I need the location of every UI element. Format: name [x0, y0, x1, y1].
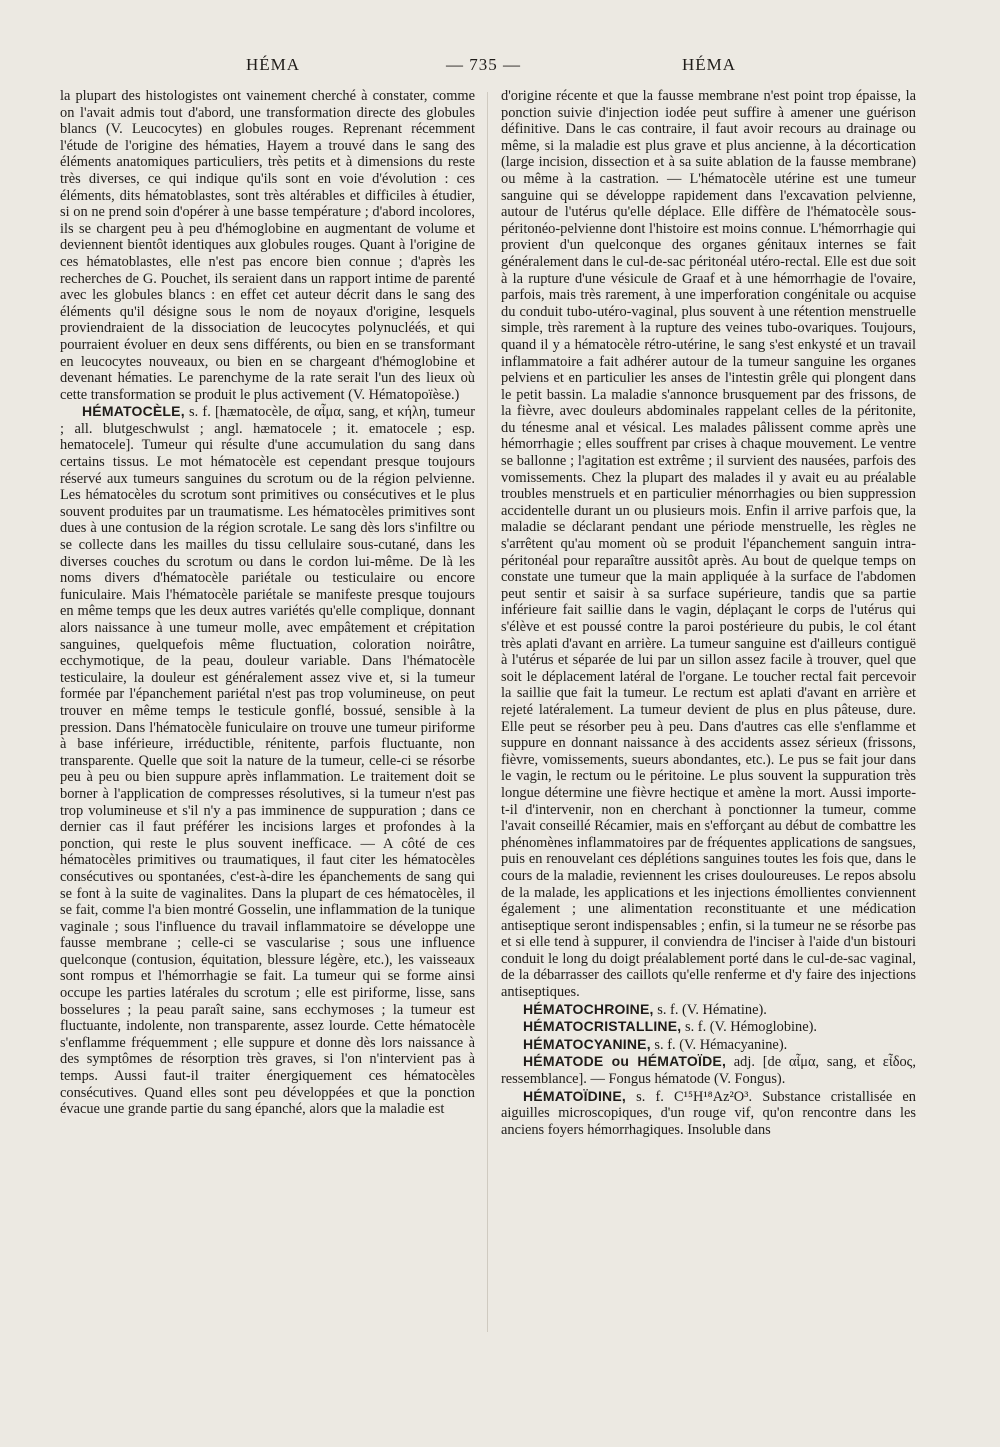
running-head-left: HÉMA — [246, 55, 301, 74]
entry-text: s. f. [hæmatocèle, de αἷμα, sang, et κήλη, tumeur ; all. blutgeschwulst ; angl. hæmatocele ; it. ematocele ; esp. hematocele]. Tumeur qui résulte d'une accumulation du sang dans certains tissus. Le mot hématocèle est cependant presque toujours réservé aux tumeurs sanguines du scrotum ou de la région pelvienne. Les hématocèles du scrotum sont primitives ou consécutives et le plus souvent produites par un traumatisme. Les hématocèles primitives sont dues à une contusion de la région scrotale. Le sang dès lors s'infiltre ou se collecte dans les mailles du tissu cellulaire sous-cutané, dans les diverses couches du scrotum ou dans le cordon lui-même. De là les noms divers d'hématocèle pariétale ou testiculaire ou encore funiculaire. Mais l'hématocèle pariétale se manifeste presque toujours en même temps que les deux autres variétés qu'elle complique, donnant alors naissance à une tumeur molle, avec empâtement et crépitation sanguines, quelquefois même fluctuation, coloration noirâtre, ecchymotique, de la peau, douleur variable. Dans l'hématocèle testiculaire, la douleur est généralement assez vive et, si la tumeur formée par l'épanchement pariétal n'est pas trop volumineuse, on peut trouver en même temps le testicule gonflé, bossué, sensible à la pression. Dans l'hématocèle funiculaire on trouve une tumeur piriforme à base inférieure, irréductible, rénitente, parfois fluctuante, non transparente. Quelle que soit la nature de la tumeur, celle-ci se résorbe peu à peu ou bien suppure après inflammation. Le traitement doit se borner à l'application de compresses résolutives, si la tumeur n'est pas trop volumineuse et s'il n'y a pas imminence de suppuration ; dans ce dernier cas il faut préférer les incisions larges et profondes à la ponction, qui reste le plus souvent inefficace. — A côté de ces hématocèles primitives ou traumatiques, il faut citer les hématocèles consécutives ou spontanées, c'est-à-dire les épanchements de sang qui se font à la suite de vaginalites. Dans la plupart de ces hématocèles, il se fait, comme l'a bien montré Gosselin, une inflammation de la tunique vaginale ; sous l'influence du travail inflammatoire se développe une fausse membrane ; celle-ci se vascularise ; sous une influence quelconque (contusion, équitation, blessure légère, etc.), les vaisseaux sont rompus et l'hémorrhagie se fait. La tumeur qui se forme ainsi occupe les parties latérales du scrotum ; elle est piriforme, lisse, sans bosselures ; la peau paraît saine, sans ecchymoses ; la tumeur est fluctuante, indolente, non transparente, assez lourde. Cette hématocèle s'enflamme fréquemment ; elle suppure et donne dès lors naissance à des symptômes de résorption très graves, si l'on n'intervient pas à temps. Aussi faut-il traiter énergiquement ces hématocèles consécutives. Quand elles sont peu développées et que la ponction évacue une grande partie du sang épanché, alors que la maladie est — [60, 404, 475, 1118]
dictionary-entry — [501, 1036, 916, 1054]
headword: HÉMATOCHROINE, — [523, 1000, 654, 1017]
paragraph: la plupart des histologistes ont vainement cherché à constater, comme on l'avait admis tout d'abord, une transformation directe des globules blancs (V. Leucocytes) en globules rouges. Reprenant récemment l'étude de l'origine des hématies, Hayem a trouvé dans le sang des éléments anatomiques particuliers, très petits et à dimensions du reste très diverses, ce qui indique qu'ils sont en voie d'évolution : ces éléments, dits hématoblastes, sont très altérables et difficiles à étudier, si on ne prend soin d'opérer à une basse température ; d'abord incolores, ils se chargent peu à peu d'hémoglobine en augmentant de volume et deviennent bientôt identiques aux globules rouges. Quant à l'origine de ces hématoblastes, elle n'est pas encore bien connue ; d'après les recherches de G. Pouchet, ils seraient dans un rapport intime de parenté avec les globules blancs : en effet cet auteur décrit dans le sang des éléments qu'il désigne sous le nom de noyaux d'origine, lesquels proviendraient de la dissociation de leucocytes polynucléés, et qui pourraient évoluer en deux sens différents, ou bien en se transformant en leucocytes nouveaux, ou bien en se chargeant d'hémoglobine et devenant hématies. Le parenchyme de la rate serait l'un des lieux où cette transformation se produit le plus activement (V. Hématopoïèse.) — [60, 88, 475, 403]
dictionary-entry — [60, 403, 475, 1118]
dictionary-entry — [501, 1001, 916, 1019]
dictionary-entry — [501, 1088, 916, 1139]
left-column — [60, 88, 475, 1118]
dictionary-entry — [501, 1018, 916, 1036]
entry-text: s. f. C¹⁵H¹⁸Az²O³. Substance cristallisée en aiguilles microscopiques, d'un rouge vif, qu'on rencontre dans les anciens foyers hémorrhagiques. Insoluble dans — [501, 1088, 916, 1138]
running-head-right: HÉMA — [682, 55, 737, 74]
headword: HÉMATOCÈLE, — [82, 403, 185, 420]
right-column — [501, 88, 916, 1138]
entry-text: s. f. (V. Hémacyanine). — [654, 1036, 788, 1053]
dictionary-entry — [501, 1053, 916, 1087]
column-divider — [487, 92, 488, 1332]
headword: HÉMATODE ou HÉMATOÏDE, — [523, 1053, 727, 1070]
entry-text: s. f. (V. Hémoglobine). — [684, 1019, 818, 1036]
entry-text: s. f. (V. Hématine). — [657, 1001, 767, 1018]
headword: HÉMATOÏDINE, — [523, 1087, 626, 1104]
headword: HÉMATOCYANINE, — [523, 1035, 651, 1052]
headword: HÉMATOCRISTALLINE, — [523, 1018, 682, 1035]
page-number: — 735 — — [446, 55, 521, 74]
entry-text: adj. [de αἷμα, sang, et εἶδος, ressemblance]. — Fongus hématode (V. Fongus). — [501, 1054, 916, 1088]
paragraph: d'origine récente et que la fausse membrane n'est point trop épaisse, la ponction suivie d'injection iodée peut suffire à amener une guérison définitive. Dans le cas contraire, il faut avoir recours au drainage ou même, si la maladie est plus grave et plus ancienne, à la décortication (large incision, dissection et à sa suite ablation de la fausse membrane) ou même à la castration. — L'hématocèle utérine est une tumeur sanguine qui se développe rapidement dans l'excavation pelvienne, autour de l'utérus qu'elle déplace. Elle diffère de l'hématocèle sous-péritonéo-pelvienne dont l'histoire est moins connue. L'hémorrhagie qui provient d'un quelconque des organes génitaux internes se fait généralement dans le cul-de-sac péritonéal utéro-rectal. Elle est due soit à la rupture d'une vésicule de Graaf et à une hémorrhagie de l'ovaire, parfois, mais très rarement, à une imperforation congénitale ou acquise du conduit tubo-utéro-vaginal, plus souvent à une rétention menstruelle simple, très rarement à la rupture des veines tubo-ovariques. Toujours, quand il y a hématocèle rétro-utérine, le sang s'est enkysté et un travail inflammatoire a fait adhérer autour de la tumeur sanguine les organes pelviens et en particulier les anses de l'intestin grêle qui plongent dans le petit bassin. La maladie s'annonce brusquement par des frissons, de la fièvre, avec douleurs abdominales rappelant celles de la péritonite, du ténesme anal et vésical. Les malades pâlissent comme après une hémorrhagie ; elles souffrent par crises à chaque mouvement. Le ventre se ballonne ; l'agitation est extrême ; il survient des nausées, parfois des vomissements. Chez la plupart des malades il y avait eu au préalable troubles menstruels et en particulier ménorrhagies ou bien suppression accidentelle durant un ou plusieurs mois. Enfin il arrive parfois que, la maladie se déclarant pendant une période menstruelle, les règles ne s'arrêtent qu'au moment où se produit l'épanchement sanguin intra-péritonéal pour reparaître aussitôt après. Au bout de quelque temps on constate une tumeur que la main appliquée à la surface de l'abdomen peut sentir et saisir à sa surface supérieure, tandis que sa partie inférieure fait saillie dans le vagin, déplaçant le corps de l'utérus qui s'élève et est poussé contre la paroi postérieure du pubis, le col étant très aplati d'avant en arrière. La tumeur sanguine est d'ailleurs contiguë à l'utérus et séparée de lui par un sillon assez facile à trouver, quel que soit le déplacement latéral de l'organe. Le toucher rectal fait percevoir la saillie que fait la tumeur. Le rectum est aplati d'avant en arrière et rejeté latéralement. La tumeur devient de plus en plus pâteuse, dure. Elle peut se résorber peu à peu. Dans d'autres cas elle s'enflamme et suppure en donnant naissance à des accidents assez sérieux (frissons, fièvre, vomissements, sueurs abondantes, etc.). Le pus se fait jour dans le vagin, le rectum ou le péritoine. Le plus souvent la suppuration très longue détermine une fièvre hectique et amène la mort. Aussi importe-t-il d'intervenir, non en cherchant à ponctionner la tumeur, comme l'avait conseillé Récamier, mais en s'efforçant au début de combattre les phénomènes inflammatoires par de fréquentes applications de sangsues, puis en renouvelant ces déplétions sanguines toutes les fois que, dans le cours de la maladie, reviennent les crises douloureuses. Le repos absolu de la malade, les applications et les injections émollientes conviennent également ; une alimentation reconstituante et une médication antiseptique seront indispensables ; enfin, si la tumeur ne se résorbe pas et si elle tend à suppurer, il conviendra de l'inciser à l'aide d'un bistouri conduit le long du doigt préalablement porté dans le cul-de-sac vaginal, de la débarrasser des caillots qu'elle renferme et d'y faire des injections antiseptiques. — [501, 88, 916, 1001]
